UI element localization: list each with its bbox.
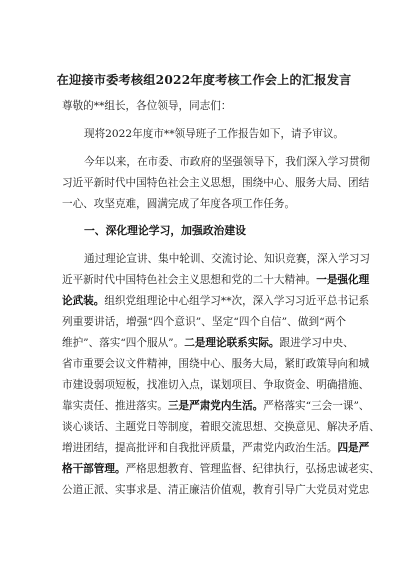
paragraph-line: 公道正派、实事求是、清正廉洁价值观，教育引导广大党员对党忠 — [62, 484, 370, 496]
paragraph-line — [62, 272, 370, 287]
paragraph-line: 列重要讲话，增强“四个意识”、坚定“四个自信”、做到“两个 — [62, 316, 346, 328]
bold-key-point: 格干部管理。 — [62, 463, 126, 475]
text-run: 靠实责任、推进落实。 — [62, 400, 168, 412]
paragraph-line: 省市重要会议文件精神，围绕中心、服务大局，紧盯政策导向和城 — [62, 358, 370, 370]
paragraph-line — [62, 335, 354, 350]
bold-key-point: 四是严 — [337, 442, 370, 454]
paragraph-line: 习近平新时代中国特色社会主义思想，围绕中心、服务大局、团结 — [62, 177, 370, 189]
section-heading: 一、深化理论学习，加强政治建设 — [84, 224, 246, 237]
paragraph-line: 一心、攻坚克难，圆满完成了年度各项工作任务。 — [62, 198, 296, 210]
paragraph-line — [62, 293, 370, 308]
paragraph-line — [62, 398, 370, 413]
text-run: 严格落实“三会一课”、 — [263, 400, 370, 412]
text-run: 跟进学习中央、 — [279, 337, 354, 349]
bold-key-point: 二是理论联系实际。 — [184, 337, 280, 349]
paragraph-line: 通过理论宣讲、集中轮训、交流讨论、知识竞赛，深入学习习 — [84, 253, 371, 265]
paragraph-line — [62, 461, 380, 476]
paragraph-line: 市建设弱项短板，找准切入点，谋划项目、争取资金、明确措施、 — [62, 379, 370, 391]
text-run: 增进团结，提高批评和自我批评质量，严肃党内政治生活。 — [62, 442, 338, 454]
text-run: 维护”、落实“四个服从”。 — [62, 337, 185, 349]
bold-key-point: 一是强化理 — [316, 274, 370, 286]
text-run: 组织党组理论中心组学习**次，深入学习习近平总书记系 — [104, 295, 370, 307]
bold-key-point: 三是严肃党内生活。 — [167, 400, 264, 412]
paragraph-line — [62, 440, 370, 455]
text-run: 严格思想教育、管理监督、纪律执行，弘扬忠诚老实、 — [125, 463, 380, 475]
paragraph-line: 今年以来，在市委、市政府的坚强领导下，我们深入学习贯彻 — [84, 156, 371, 168]
document-title: 在迎接市委考核组2022年度考核工作会上的汇报发言 — [56, 73, 352, 87]
salutation: 尊敬的**组长，各位领导，同志们： — [62, 100, 232, 112]
paragraph-line: 谈心谈话、主题党日等制度，着眼交流思想、交换意见、解决矛盾、 — [62, 421, 380, 433]
text-run: 近平新时代中国特色社会主义思想和党的二十大精神。 — [62, 274, 317, 286]
bold-key-point: 论武装。 — [62, 295, 105, 307]
intro-paragraph: 现将2022年度市**领导班子工作报告如下，请予审议。 — [84, 128, 345, 140]
